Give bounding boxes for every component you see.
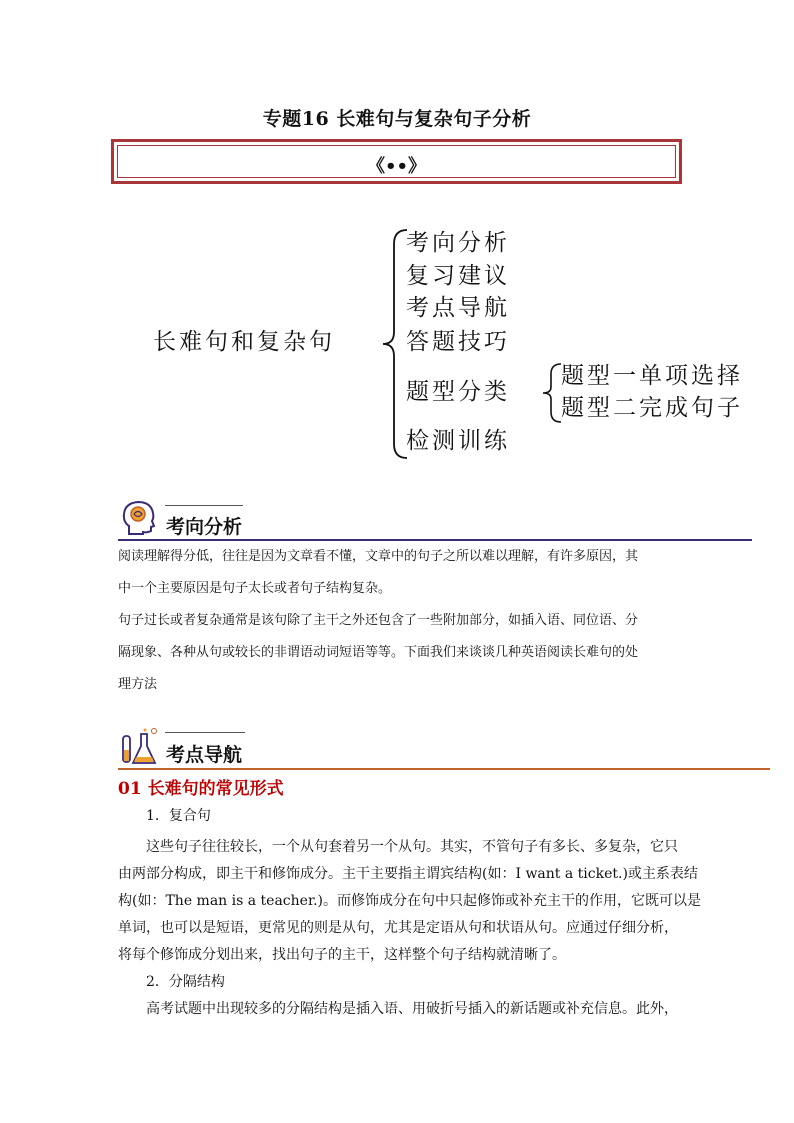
section1-line-4: 隔现象、各种从句或较长的非谓语动词短语等等。下面我们来谈谈几种英语阅读长难句的处 [118,645,639,660]
page-title: 专题16 长难句与复杂句子分析 [262,108,532,130]
section1-line-5: 理方法 [118,677,158,692]
mindmap-branch-4: 答题技巧 [406,329,510,355]
section1-line-2: 中一个主要原因是句子太长或者句子结构复杂。 [118,581,392,596]
mindmap-sub-branch-2: 题型二完成句子 [561,395,743,421]
mindmap-branch-1: 考向分析 [406,230,510,256]
item2-line-1: 高考试题中出现较多的分隔结构是插入语、用破折号插入的新话题或补充信息。此外， [146,1001,678,1017]
mindmap-branch-2: 复习建议 [406,263,510,289]
item1-line-5: 将每个修饰成分划出来，找出句子的主干，这样整个句子结构就清晰了。 [118,947,566,963]
mindmap-root: 长难句和复杂句 [153,329,335,355]
brain-head-icon [119,498,159,538]
mindmap-branch-6: 检测训练 [406,428,510,454]
section2-top-rule [165,732,245,733]
item1-line-1: 这些句子往往较长，一个从句套着另一个从句。其实，不管句子有多长、多复杂，它只 [146,839,678,855]
mindmap-branch-5: 题型分类 [406,379,510,405]
subtitle-text: 《••》 [366,156,426,177]
section2-heading: 01 长难句的常见形式 [118,779,284,799]
section2-title: 考点导航 [166,744,243,766]
section1-title: 考向分析 [166,516,243,538]
section1-top-rule [165,505,243,506]
item2-label: 2．分隔结构 [146,974,225,990]
item1-label: 1．复合句 [146,808,211,824]
section1-divider [118,539,752,541]
section1-line-1: 阅读理解得分低，往往是因为文章看不懂，文章中的句子之所以难以理解，有许多原因，其 [118,549,639,564]
item1-line-2: 由两部分构成，即主干和修饰成分。主干主要指主谓宾结构(如：I want a ticket.)或主系表结 [118,866,698,882]
item1-line-3: 构(如：The man is a teacher.)。而修饰成分在句中只起修饰或补充主干的作用，它既可以是 [118,893,702,909]
section2-divider [118,768,770,770]
item1-line-4: 单词，也可以是短语，更常见的则是从句，尤其是定语从句和状语从句。应通过仔细分析， [118,920,678,936]
lab-flask-icon [117,726,163,768]
section1-line-3: 句子过长或者复杂通常是该句除了主干之外还包含了一些附加部分，如插入语、同位语、分 [118,613,639,628]
mindmap-sub-branch-1: 题型一单项选择 [561,363,743,389]
subtitle-box [111,139,682,184]
mindmap-branch-3: 考点导航 [406,295,510,321]
